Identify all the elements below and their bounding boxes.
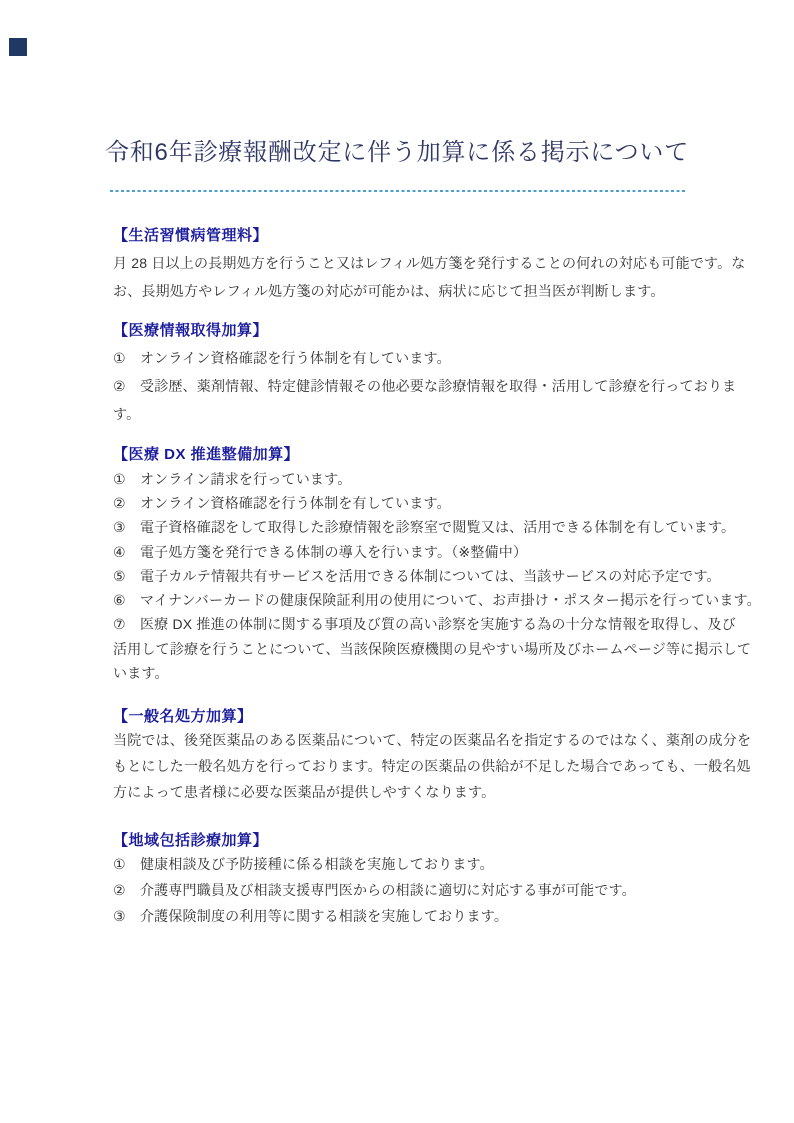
section-heading-medical-info: 【医療情報取得加算】 xyxy=(113,322,269,339)
body-line: ① オンライン資格確認を行う体制を有しています。 xyxy=(113,350,451,366)
body-line: います。 xyxy=(113,665,169,681)
body-line: 当院では、後発医薬品のある医薬品について、特定の医薬品名を指定するのではなく、薬剤の成分を xyxy=(113,732,752,748)
body-line: す。 xyxy=(113,406,141,422)
section-heading-lifestyle-disease: 【生活習慣病管理料】 xyxy=(113,227,269,244)
body-line: ⑤ 電子カルテ情報共有サービスを活用できる体制については、当該サービスの対応予定です。 xyxy=(113,568,721,584)
body-line: ② オンライン資格確認を行う体制を有しています。 xyxy=(113,495,451,511)
body-line: ① オンライン請求を行っています。 xyxy=(113,471,352,487)
body-line: 方によって患者様に必要な医薬品が提供しやすくなります。 xyxy=(113,784,496,800)
section-heading-generic-name: 【一般名処方加算】 xyxy=(113,708,253,725)
section-heading-medical-dx: 【医療 DX 推進整備加算】 xyxy=(113,446,300,463)
body-line: ② 介護専門職員及び相談支援専門医からの相談に適切に対応する事が可能です。 xyxy=(113,882,636,898)
corner-marker-square xyxy=(9,38,27,56)
section-heading-community-care: 【地域包括診療加算】 xyxy=(113,832,269,849)
body-line: ① 健康相談及び予防接種に係る相談を実施しております。 xyxy=(113,856,494,872)
body-line: ③ 電子資格確認をして取得した診療情報を診察室で閲覧又は、活用できる体制を有しています。 xyxy=(113,519,736,535)
title-divider-dashed-line xyxy=(110,190,687,192)
body-line: 活用して診療を行うことについて、当該保険医療機関の見やすい場所及びホームページ等に掲示して xyxy=(113,641,752,657)
body-line: もとにした一般名処方を行っております。特定の医薬品の供給が不足した場合であっても、一般名処 xyxy=(113,758,751,774)
body-line: ② 受診歴、薬剤情報、特定健診情報その他必要な診療情報を取得・活用して診療を行っておりま xyxy=(113,378,737,394)
page-title: 令和6年診療報酬改定に伴う加算に係る掲示について xyxy=(104,139,690,166)
body-line: ④ 電子処方箋を発行できる体制の導入を行います。（※整備中） xyxy=(113,544,528,560)
body-line: お、長期処方やレフィル処方箋の対応が可能かは、病状に応じて担当医が判断します。 xyxy=(113,283,665,299)
body-line: ③ 介護保険制度の利用等に関する相談を実施しております。 xyxy=(113,908,509,924)
body-line: 月 28 日以上の長期処方を行うこと又はレフィル処方箋を発行することの何れの対応も可能です。な xyxy=(113,255,746,271)
body-line: ⑦ 医療 DX 推進の体制に関する事項及び質の高い診察を実施する為の十分な情報を取得し、及び xyxy=(113,616,736,632)
body-line: ⑥ マイナンバーカードの健康保険証利用の使用について、お声掛け・ポスター掲示を行っています。 xyxy=(113,592,761,608)
